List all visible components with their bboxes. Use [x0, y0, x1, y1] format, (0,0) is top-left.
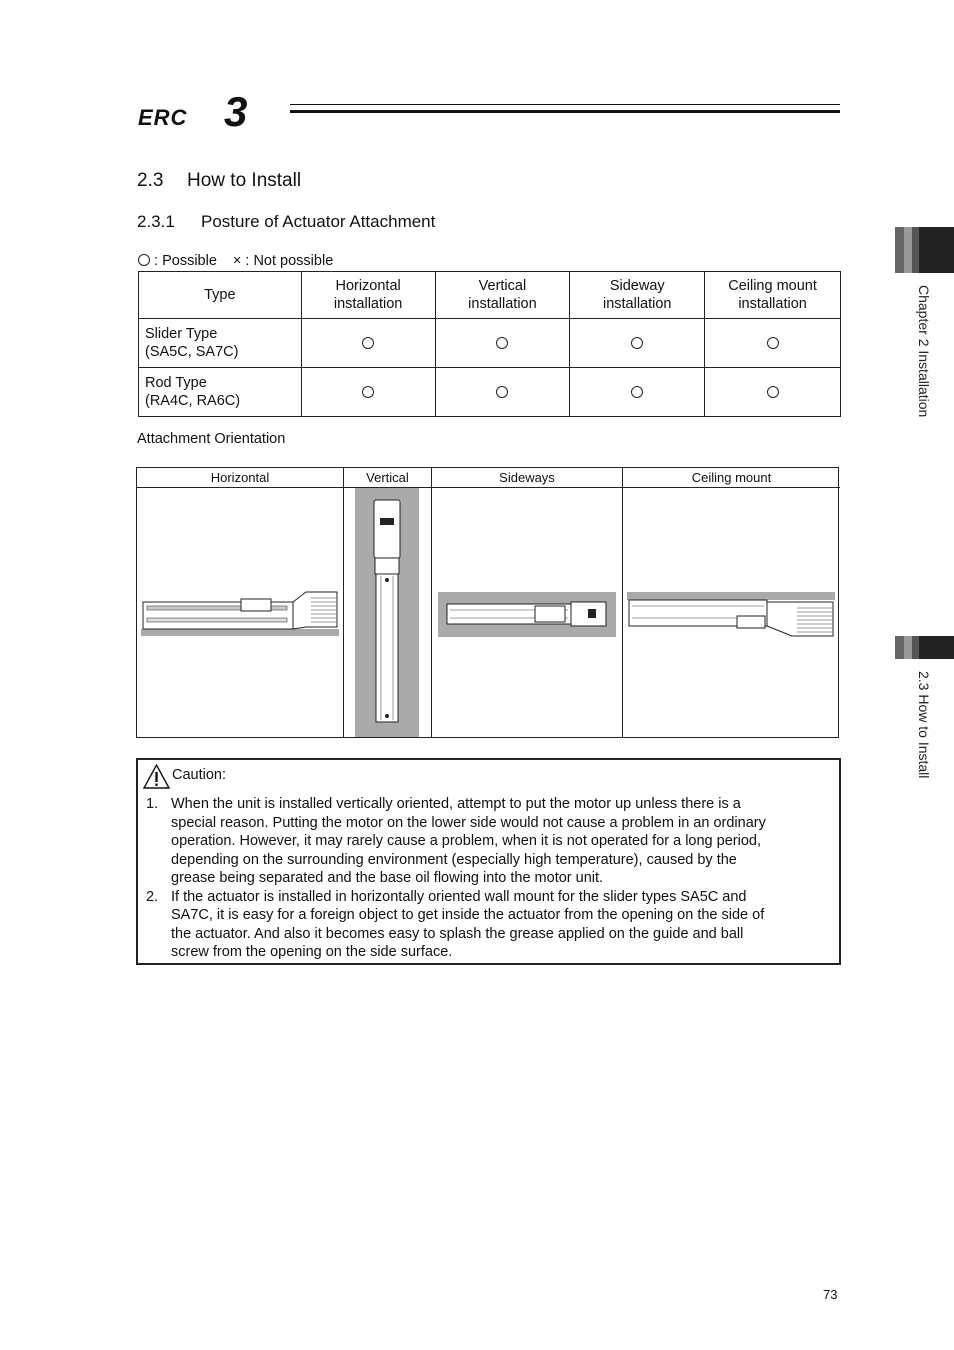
posture-table — [138, 271, 841, 417]
orientation-col-sideways — [432, 468, 623, 737]
orientation-col-vertical — [344, 468, 432, 737]
circle-icon — [767, 337, 779, 349]
posture-table-header — [139, 272, 841, 319]
list-item: 2. If the actuator is installed in horizontally oriented wall mount for the slider types SA5C and SA7C, it is easy for a foreign object to get inside the actuator from the opening on the side of the actuator. And also it becomes easy to splash the grease applied on the guide and ball screw from the opening on the side surface. — [146, 888, 765, 960]
subsection-number: 2.3.1 — [137, 212, 175, 231]
circle-icon — [362, 337, 374, 349]
circle-icon — [362, 386, 374, 398]
possible-mark — [301, 368, 435, 417]
section-number: 2.3 — [137, 170, 164, 191]
svg-text:3: 3 — [224, 92, 248, 130]
legend-cross-icon: × — [232, 253, 242, 269]
circle-icon — [631, 386, 643, 398]
legend-possible: : Possible — [154, 253, 217, 269]
subsection-heading — [137, 212, 435, 232]
actuator-ceiling-image — [627, 592, 835, 640]
header-vertical: Vertical installation — [435, 272, 570, 319]
circle-icon — [767, 386, 779, 398]
orientation-col-ceiling — [623, 468, 840, 737]
possible-mark — [301, 319, 435, 368]
possible-mark — [435, 319, 570, 368]
orientation-figure-table — [136, 467, 839, 738]
header-rule-top — [290, 104, 840, 105]
orientation-header: Sideways — [432, 468, 622, 488]
header-horizontal: Horizontal installation — [301, 272, 435, 319]
legend-not-possible: : Not possible — [245, 253, 334, 269]
header-type: Type — [139, 272, 302, 319]
page-number: 73 — [823, 1287, 838, 1302]
orientation-label: Attachment Orientation — [137, 431, 286, 447]
legend — [138, 253, 333, 269]
caution-title: Caution: — [172, 767, 227, 783]
chapter-tab-marker — [895, 227, 954, 273]
possible-mark — [705, 368, 841, 417]
possible-mark — [570, 368, 705, 417]
header-ceiling: Ceiling mount installation — [705, 272, 841, 319]
circle-icon — [496, 337, 508, 349]
possible-mark — [705, 319, 841, 368]
caution-list — [146, 795, 830, 962]
header-sideway: Sideway installation — [570, 272, 705, 319]
possible-circle-icon — [138, 254, 150, 266]
circle-icon — [496, 386, 508, 398]
side-tab-section: 2.3 How to Install — [916, 671, 932, 779]
list-item: 1. When the unit is installed vertically oriented, attempt to put the motor up unless there is a special reason. Putting the motor on the lower side would not cause a problem in an ordinary operation. However, it may rarely cause a problem, when it is not operated for a long period, depending on the surrounding environment (especially high temperature), caused by the grease being separated and the base oil flowing into the motor unit. — [146, 796, 766, 886]
actuator-horizontal-image — [141, 590, 339, 638]
actuator-sideways-image — [438, 592, 616, 637]
orientation-header: Horizontal — [137, 468, 343, 488]
table-row — [139, 368, 841, 417]
section-title: How to Install — [187, 170, 302, 191]
actuator-vertical-image — [355, 488, 419, 737]
section-tab-marker — [895, 636, 954, 659]
orientation-header: Ceiling mount — [623, 468, 840, 488]
erc3-logo — [136, 92, 281, 130]
circle-icon — [631, 337, 643, 349]
orientation-header: Vertical — [344, 468, 431, 488]
warning-triangle-icon — [143, 764, 170, 789]
row-type-rod: Rod Type (RA4C, RA6C) — [139, 368, 302, 417]
caution-box — [136, 758, 841, 965]
row-type-slider: Slider Type (SA5C, SA7C) — [139, 319, 302, 368]
svg-text:ERC: ERC — [138, 105, 188, 130]
subsection-title: Posture of Actuator Attachment — [201, 212, 436, 231]
orientation-col-horizontal — [137, 468, 344, 737]
table-row — [139, 319, 841, 368]
side-tab-chapter: Chapter 2 Installation — [916, 285, 932, 418]
header-rule-bottom — [290, 110, 840, 113]
possible-mark — [435, 368, 570, 417]
section-heading — [137, 170, 301, 192]
possible-mark — [570, 319, 705, 368]
